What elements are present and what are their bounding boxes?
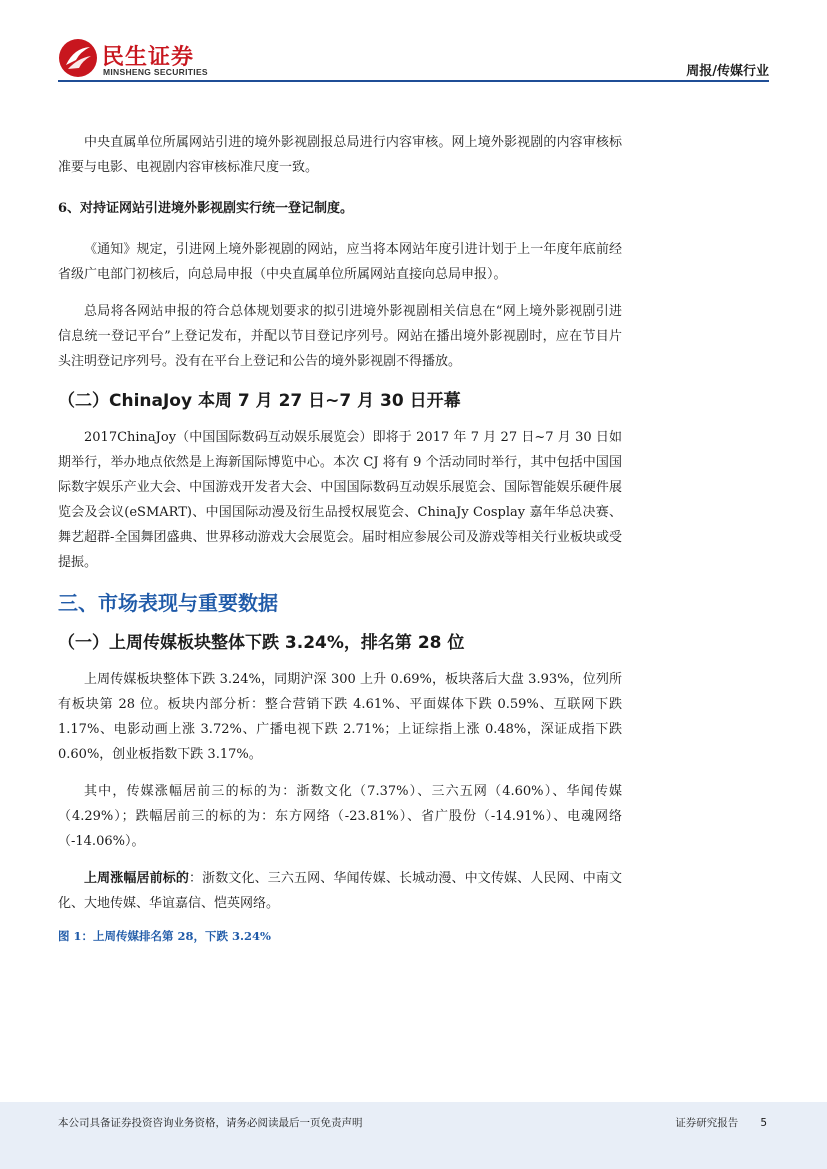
subsection-heading: （二）ChinaJoy 本周 7 月 27 日~7 月 30 日开幕: [58, 391, 461, 411]
header-divider: [58, 80, 769, 82]
page-number: 5: [760, 1117, 767, 1129]
report-type: 周报/传媒行业: [686, 64, 769, 79]
page-header: [0, 0, 827, 90]
paragraph-text: ：浙数文化、三六五网、华闻传媒、长城动漫、中文传媒、人民网、中南文化、大地传媒、华谊嘉信、恺英网络。: [58, 871, 622, 911]
paragraph: 上周传媒板块整体下跌 3.24%，同期沪深 300 上升 0.69%，板块落后大盘 3.93%，位列所有板块第 28 位。板块内部分析：整合营销下跌 4.61%、平面媒体下跌 0.59%、互联网下跌 1.17%、电影动画上涨 3.72%、广播电视下跌 2.71%；上证综指上涨 0.48%，深证成指下跌 0.60%，创业板指数下跌 3.17%。: [58, 672, 622, 762]
main-content: [58, 130, 622, 944]
report-label: 证券研究报告: [675, 1117, 739, 1129]
section-heading: 三、市场表现与重要数据: [58, 591, 278, 615]
paragraph: 其中，传媒涨幅居前三的标的为：浙数文化（7.37%）、三六五网（4.60%）、华闻传媒（4.29%）；跌幅居前三的标的为：东方网络（-23.81%）、省广股份（-14.91%）、电魂网络（-14.06%）。: [58, 784, 622, 849]
paragraph: 中央直属单位所属网站引进的境外影视剧报总局进行内容审核。网上境外影视剧的内容审核标准要与电影、电视剧内容审核标准尺度一致。: [58, 135, 622, 175]
paragraph: 《通知》规定，引进网上境外影视剧的网站，应当将本网站年度引进计划于上一年度年底前经省级广电部门初核后，向总局申报（中央直属单位所属网站直接向总局申报）。: [58, 242, 622, 282]
paragraph: [58, 866, 622, 916]
subsection-heading: （一）上周传媒板块整体下跌 3.24%，排名第 28 位: [58, 633, 465, 653]
item-heading: 6、对持证网站引进境外影视剧实行统一登记制度。: [58, 201, 354, 216]
logo-text-en: MINSHENG SECURITIES: [103, 67, 208, 77]
footer-disclaimer: 本公司具备证券投资咨询业务资格，请务必阅读最后一页免责声明: [58, 1117, 363, 1129]
paragraph: 总局将各网站申报的符合总体规划要求的拟引进境外影视剧相关信息在“网上境外影视剧引进信息统一登记平台”上登记发布，并配以节目登记序列号。网站在播出境外影视剧时，应在节目片头注明登记序列号。没有在平台上登记和公告的境外影视剧不得播放。: [58, 304, 622, 369]
figure-caption: 图 1：上周传媒排名第 28，下跌 3.24%: [58, 929, 271, 943]
page-footer: [0, 1102, 827, 1169]
minsheng-logo-icon: [58, 38, 98, 78]
company-logo: [58, 38, 218, 80]
paragraph-label: 上周涨幅居前标的: [84, 871, 189, 886]
logo-text-cn: 民生证券: [102, 45, 195, 70]
paragraph: 2017ChinaJoy（中国国际数码互动娱乐展览会）即将于 2017 年 7 月 27 日~7 月 30 日如期举行，举办地点依然是上海新国际博览中心。本次 CJ 将有 9 个活动同时举行，其中包括中国国际数字娱乐产业大会、中国游戏开发者大会、中国国际数码互动娱乐展览会、国际智能娱乐硬件展览会及会议(eSMART)、中国国际动漫及衍生品授权展览会、ChinaJy Cosplay 嘉年华总决赛、舞艺超群-全国舞团盛典、世界移动游戏大会展览会。届时相应参展公司及游戏等相关行业板块或受提振。: [58, 430, 622, 570]
footer-right: [653, 1115, 767, 1130]
